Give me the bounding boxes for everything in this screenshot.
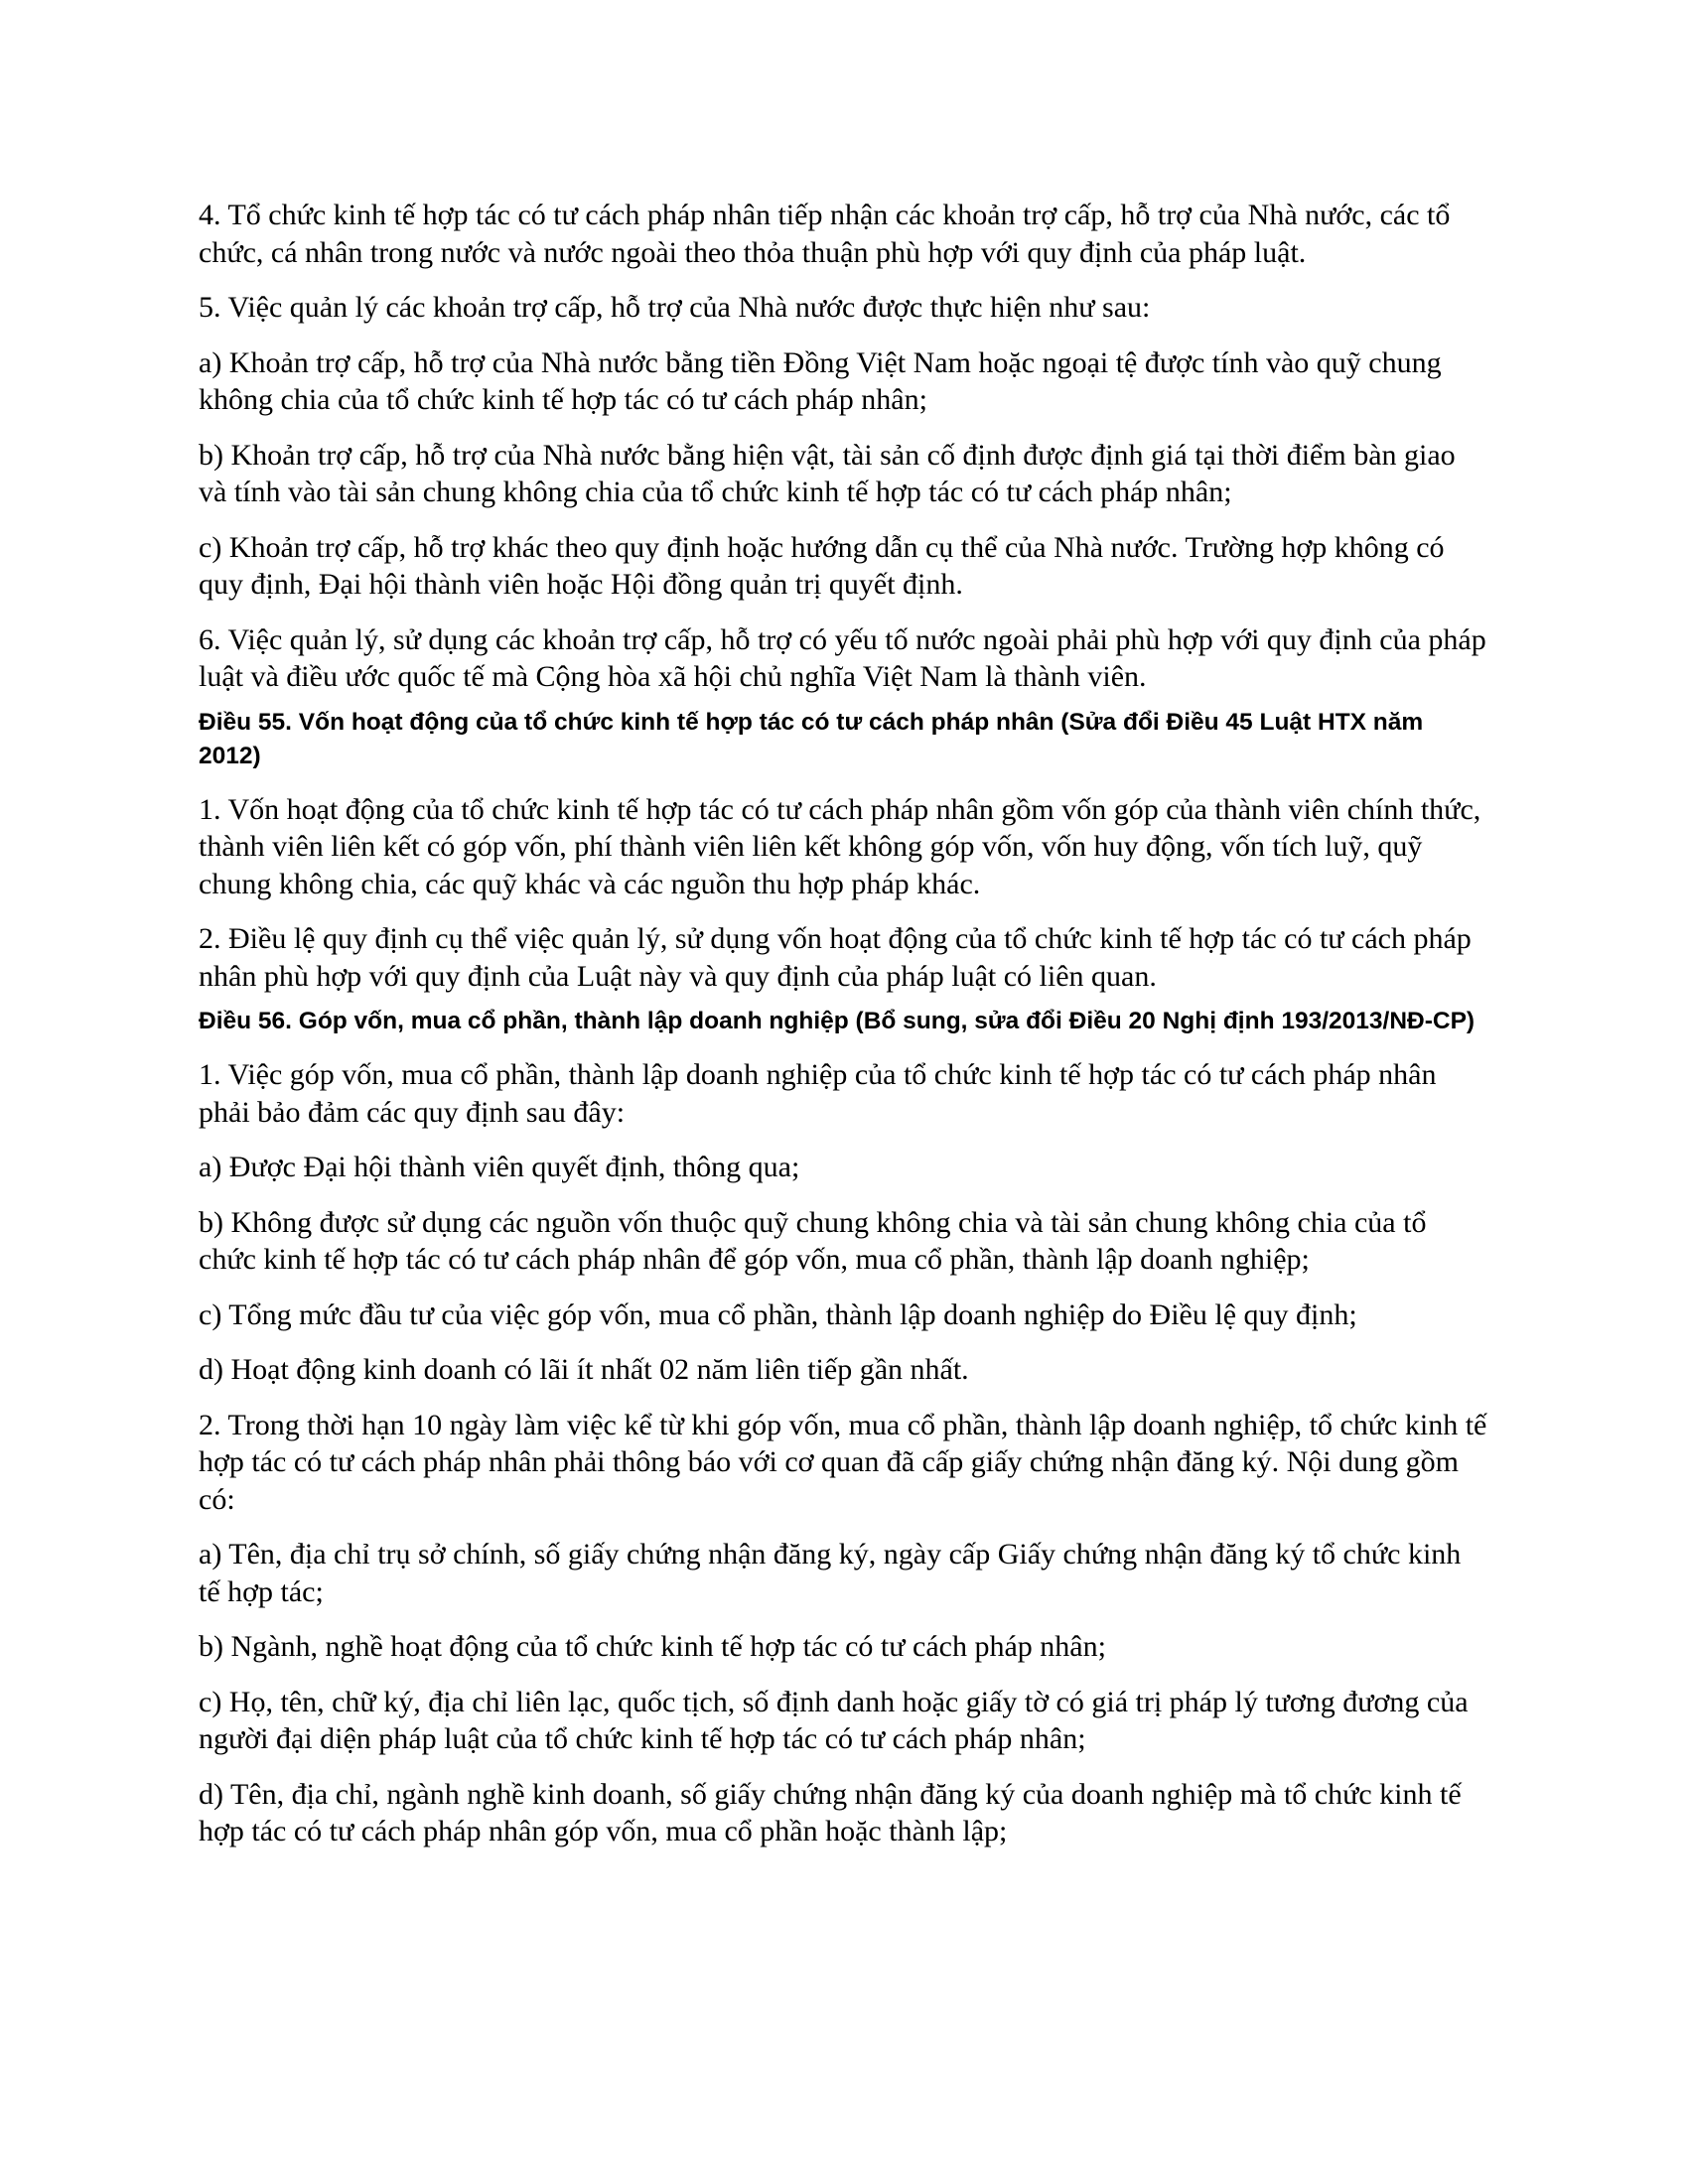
paragraph-4: 4. Tổ chức kinh tế hợp tác có tư cách pháp nhân tiếp nhận các khoản trợ cấp, hỗ trợ của Nhà nước, các tổ chức, cá nhân trong nước và nước ngoài theo thỏa thuận phù hợp với quy định của pháp luật. bbox=[199, 199, 1451, 269]
paragraph-5b: b) Khoản trợ cấp, hỗ trợ của Nhà nước bằng hiện vật, tài sản cố định được định giá tại thời điểm bàn giao và tính vào tài sản chung không chia của tổ chức kinh tế hợp tác có tư cách pháp nhân; bbox=[199, 438, 1456, 508]
article-56-clause-2d: d) Tên, địa chỉ, ngành nghề kinh doanh, số giấy chứng nhận đăng ký của doanh nghiệp mà tổ chức kinh tế hợp tác có tư cách pháp nhân góp vốn, mua cổ phần hoặc thành lập; bbox=[199, 1777, 1462, 1847]
article-56-clause-1b: b) Không được sử dụng các nguồn vốn thuộc quỹ chung không chia và tài sản chung không chia của tổ chức kinh tế hợp tác có tư cách pháp nhân để góp vốn, mua cổ phần, thành lập doanh nghiệp; bbox=[199, 1205, 1427, 1276]
article-56-heading: Điều 56. Góp vốn, mua cổ phần, thành lập doanh nghiệp (Bổ sung, sửa đổi Điều 20 Nghị định 193/2013/NĐ-CP) bbox=[199, 1008, 1476, 1034]
article-56-clause-1a: a) Được Đại hội thành viên quyết định, thông qua; bbox=[199, 1151, 800, 1183]
article-56-clause-2c: c) Họ, tên, chữ ký, địa chỉ liên lạc, quốc tịch, số định danh hoặc giấy tờ có giá trị pháp lý tương đương của người đại diện pháp luật của tổ chức kinh tế hợp tác có tư cách pháp nhân; bbox=[199, 1685, 1469, 1755]
paragraph-5c: c) Khoản trợ cấp, hỗ trợ khác theo quy định hoặc hướng dẫn cụ thể của Nhà nước. Trường hợp không có quy định, Đại hội thành viên hoặc Hội đồng quản trị quyết định. bbox=[199, 530, 1445, 601]
paragraph-5a: a) Khoản trợ cấp, hỗ trợ của Nhà nước bằng tiền Đồng Việt Nam hoặc ngoại tệ được tính vào quỹ chung không chia của tổ chức kinh tế hợp tác có tư cách pháp nhân; bbox=[199, 345, 1442, 416]
document-page bbox=[199, 197, 1489, 1868]
article-55-clause-2: 2. Điều lệ quy định cụ thể việc quản lý, sử dụng vốn hoạt động của tổ chức kinh tế hợp tác có tư cách pháp nhân phù hợp với quy định của Luật này và quy định của pháp luật có liên quan. bbox=[199, 922, 1472, 993]
article-56-clause-1c: c) Tổng mức đầu tư của việc góp vốn, mua cổ phần, thành lập doanh nghiệp do Điều lệ quy định; bbox=[199, 1297, 1357, 1331]
article-55-clause-1: 1. Vốn hoạt động của tổ chức kinh tế hợp tác có tư cách pháp nhân gồm vốn góp của thành viên chính thức, thành viên liên kết có góp vốn, phí thành viên liên kết không góp vốn, vốn huy động, vốn tích luỹ, quỹ chung không chia, các quỹ khác và các nguồn thu hợp pháp khác. bbox=[199, 792, 1481, 900]
paragraph-5: 5. Việc quản lý các khoản trợ cấp, hỗ trợ của Nhà nước được thực hiện như sau: bbox=[199, 291, 1151, 324]
article-56-clause-2a: a) Tên, địa chỉ trụ sở chính, số giấy chứng nhận đăng ký, ngày cấp Giấy chứng nhận đăng ký tổ chức kinh tế hợp tác; bbox=[199, 1538, 1462, 1608]
article-56-clause-2: 2. Trong thời hạn 10 ngày làm việc kể từ khi góp vốn, mua cổ phần, thành lập doanh nghiệp, tổ chức kinh tế hợp tác có tư cách pháp nhân phải thông báo với cơ quan đã cấp giấy chứng nhận đăng ký. Nội dung gồm có: bbox=[199, 1408, 1487, 1516]
article-56-clause-2b: b) Ngành, nghề hoạt động của tổ chức kinh tế hợp tác có tư cách pháp nhân; bbox=[199, 1630, 1106, 1663]
paragraph-6: 6. Việc quản lý, sử dụng các khoản trợ cấp, hỗ trợ có yếu tố nước ngoài phải phù hợp với quy định của pháp luật và điều ước quốc tế mà Cộng hòa xã hội chủ nghĩa Việt Nam là thành viên. bbox=[199, 622, 1486, 693]
article-55-heading: Điều 55. Vốn hoạt động của tổ chức kinh tế hợp tác có tư cách pháp nhân (Sửa đổi Điều 45 Luật HTX năm 2012) bbox=[199, 708, 1424, 769]
article-56-clause-1: 1. Việc góp vốn, mua cổ phần, thành lập doanh nghiệp của tổ chức kinh tế hợp tác có tư cách pháp nhân phải bảo đảm các quy định sau đây: bbox=[199, 1058, 1437, 1129]
article-56-clause-1d: d) Hoạt động kinh doanh có lãi ít nhất 02 năm liên tiếp gần nhất. bbox=[199, 1353, 969, 1386]
